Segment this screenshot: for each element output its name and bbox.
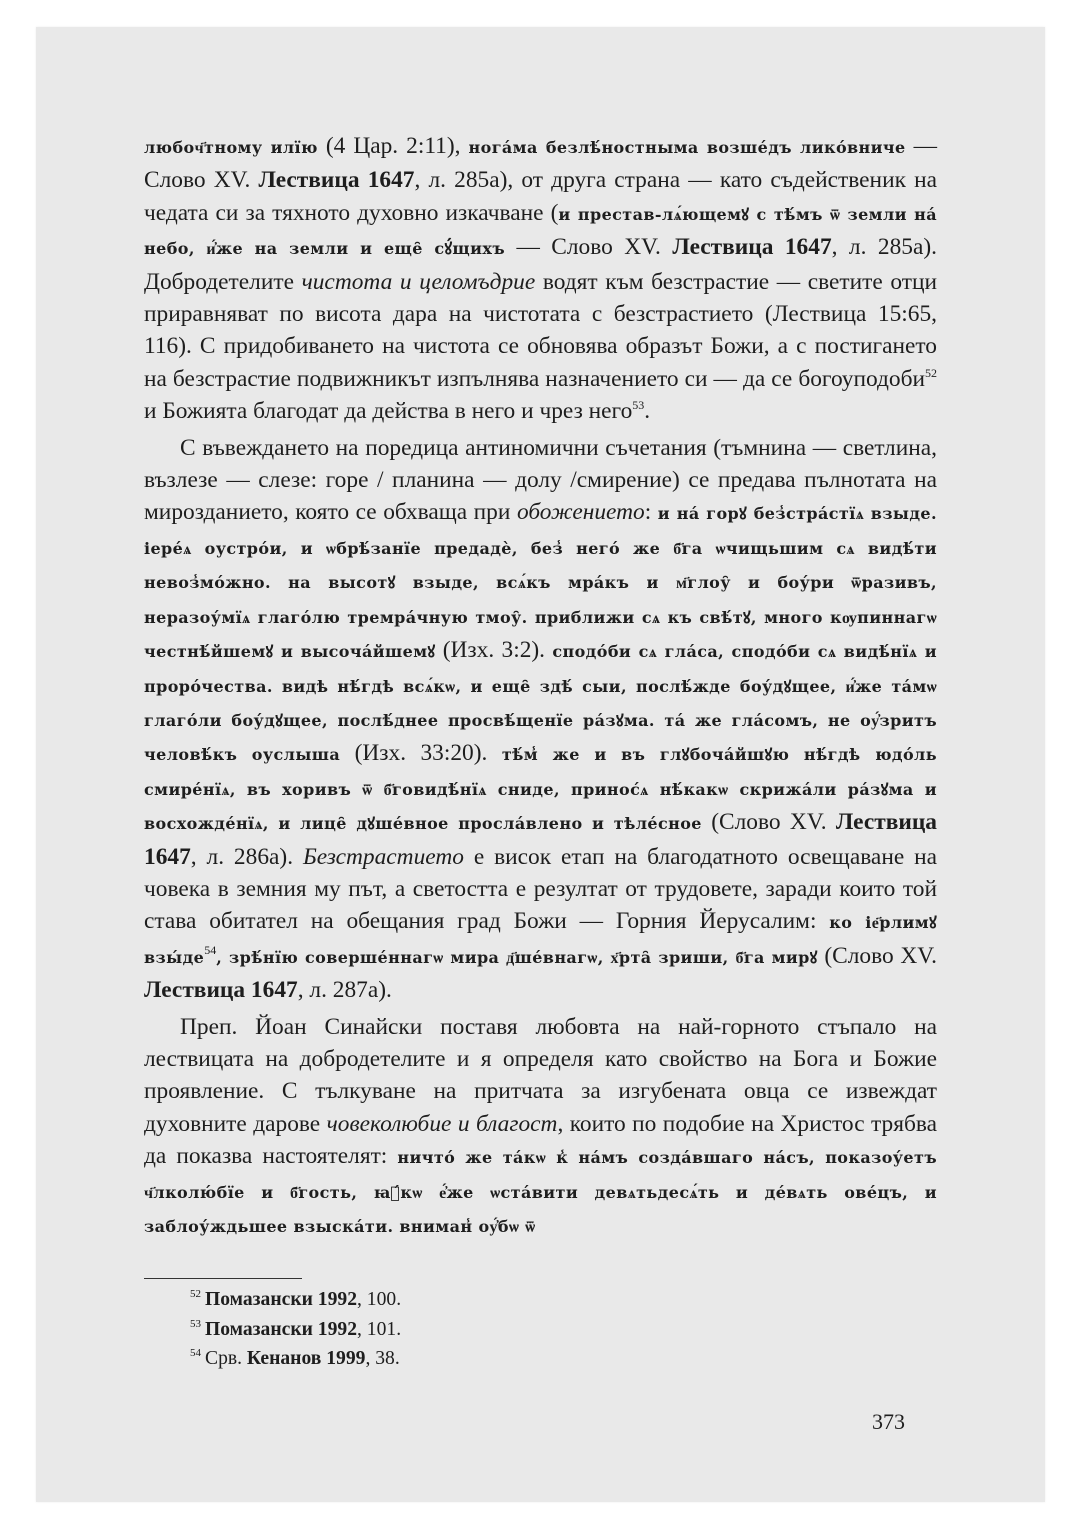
text-run: С въвеждането на поредица антиномични съчетания (тъмнина — светлина, възлезе — слезе: горе / планина — долу /смирение) се предава пълнотата на мирозданието, която се обхваща при	[144, 434, 937, 526]
text-run: — Слово XV.	[505, 234, 673, 261]
footnote-ref: 53	[632, 398, 645, 413]
footnote-ref: 52	[925, 366, 937, 381]
paragraph-2	[144, 432, 937, 1007]
text-run: (4 Цар. 2:11),	[317, 133, 469, 159]
text-run: и Божията благодат да действа в него и чрез него	[144, 398, 633, 425]
text-run: , л. 285а), от друга страна — като съдейственик на чедата си за тяхното духовно изкачване (	[144, 167, 938, 226]
church-slavonic-quote: любоч҃тному илїю	[144, 138, 318, 157]
bold-run: Лествица 1647	[672, 234, 832, 261]
text-run: , л. 287а).	[297, 977, 392, 1004]
footnotes	[190, 1285, 401, 1374]
church-slavonic-quote: ногáма безлѣ́ностныма возшéдъ ликóвниче	[468, 138, 906, 157]
bold-run: Лествица 1647	[258, 167, 415, 194]
italic-run: обожението	[516, 499, 645, 526]
bold-run: Лествица 1647	[144, 977, 298, 1004]
church-slavonic-quote: и нá горꙋ без̾стрáстїѧ взыде. іерéѧ оустрóи, и ѡбрѣ́занїе предадѐ, без̾ негó же б҃га ѡчищьшим сѧ видѣ́ти невоз̾мóжно. на высотꙋ взыде, всѧ́къ мрáкъ и м҃глоу̑ и боу́ри ѿразивъ, неразоу́мїѧ глаго́лю тремрáчную тмоу̑. приближи сѧ къ свѣ́тꙋ, много кѹпиннагѡ честнѣ́йшемꙋ и высочáйшемꙋ	[144, 504, 937, 662]
church-slavonic-quote: ничтó же тáкѡ к̾ нáмъ создáвшаго нáсъ, показоу́етъ ч҃лколю́бїе и б҃гость, ꙗ҆́кѡ е҆́же ѡстáвити девѧтьдесѧ́ть и дéвѧть овéцъ, и заблоу́ждьшее взыскáти. вниман̾ оу҆́бѡ ѿ	[144, 1148, 937, 1236]
paragraph-3	[144, 1011, 937, 1244]
text-run: (Изх. 3:2).	[435, 637, 553, 664]
church-slavonic-quote: , зрѣ́нїю совершéннагѡ мира д҃шéвнагѡ, х҃рта̑ зриши, б҃га мирꙋ	[216, 947, 818, 967]
church-slavonic-quote: сподóби сѧ глáса, сподóби сѧ видѣ́нїѧ и прорóчества. видѣ нѣ́гдѣ всѧ́кѡ, и еще̑ здѣ́ сыи, послѣ́жде боу́дꙋщее, и҆́же тáмѡ глаго́ли боу́дꙋщее, послѣ́днее просвѣ́щенїе рáзꙋма. тá же глáсомъ, не оу҆́зритъ человѣ́къ оуслыша	[144, 642, 937, 765]
church-slavonic-quote: и престав‐лѧ́ющемꙋ с тѣ́мъ ѿ земли нá небо, и҆́же на земли и еще̑ сꙋ́щихъ	[144, 204, 937, 259]
italic-run: човеколюбие и благост	[326, 1110, 558, 1137]
footnote-52: $^{52}$ Помазански 1992, 100.	[190, 1288, 402, 1310]
italic-run: чистота и целомъдрие	[301, 268, 536, 295]
footnote-54: $^{54}$ Срв. Кенанов 1999, 38.	[190, 1347, 400, 1369]
text-run: — Слово XV.	[144, 133, 938, 194]
page-number: 373	[872, 1409, 905, 1434]
text-run: :	[644, 499, 658, 526]
text-run: е висок етап на благодатното освещаване на човека в земния му път, а светостта е резултат от трудовете, заради които той става обитател на обещания град Божи — Горния Йерусалим:	[144, 843, 938, 935]
text-run: Преп. Йоан Синайски поставя любовта на най-горното стъпало на лествицата на добродетелите и я определя като свойство на Бога и Божие проявление. С тълкуване на притчата за изгубената овца се извеждат духовните дарове	[144, 1013, 937, 1137]
text-run: (Слово XV.	[817, 942, 938, 969]
text-run: , които по подобие на Христос трябва да показва настоятелят:	[144, 1110, 938, 1170]
text-run: , л. 286а).	[190, 843, 303, 870]
paragraph-1	[144, 130, 937, 428]
text-run: (Слово XV.	[701, 809, 836, 836]
footnote-53: $^{53}$ Помазански 1992, 101.	[190, 1317, 402, 1340]
text-run: , л. 285а). Добродетелите	[144, 234, 937, 295]
church-slavonic-quote: ко іе҃рлимꙋ взы́де	[144, 913, 938, 967]
text-run: водят към безстрастие — светите отци приравняват по висота дара на чистотата с безстрастието (Лествица 15:65, 116). С придобиването на чистота се обновява образът Божи, а с постигането на безстрастие подвижникът изпълнява назначението си — да се богоуподоби	[144, 268, 938, 392]
bold-run: Лествица 1647	[144, 809, 937, 870]
body-text	[144, 130, 937, 1243]
footnote-separator	[144, 1278, 302, 1279]
text-run: .	[644, 398, 651, 425]
text-run: (Изх. 33:20).	[340, 740, 502, 767]
church-slavonic-quote: тѣ́м̾ же и въ глꙋбочáйшꙋю нѣ́гдѣ юдо́ль смирéнїѧ, въ хоривъ ѿ б҃говидѣ́нїѧ сниде, принос́ѧ нѣ́какѡ скрижáли рáзꙋма и восхождéнїѧ, и лице̑ дꙋшéвное прослáвлено и тѣлéсное	[144, 745, 937, 834]
italic-run: Безстрастието	[302, 843, 464, 870]
footnote-ref: 54	[204, 942, 217, 957]
